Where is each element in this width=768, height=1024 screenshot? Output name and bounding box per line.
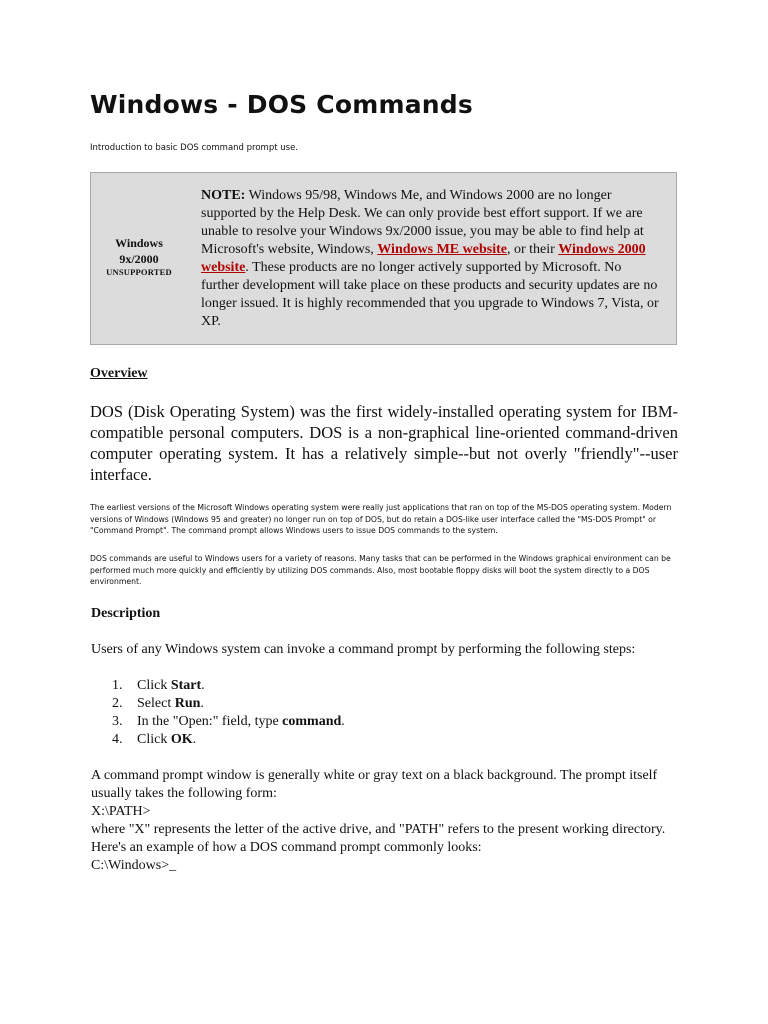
step-number: 4.	[112, 732, 123, 747]
note-side-line1: Windows	[115, 236, 163, 250]
command-prompt-explanation	[91, 767, 681, 875]
note-label: NOTE:	[201, 188, 246, 203]
overview-paragraph-1: The earliest versions of the Microsoft Windows operating system were really just applications that ran on top of the MS-DOS operating system. Modern versions of Windows (Windows 95 and greater) no longer run on top of DOS, but do retain a DOS-like user interface called the "MS-DOS Prompt" or "Command Prompt". The command prompt allows Windows users to issue DOS commands to the system.	[90, 503, 672, 535]
list-item	[112, 731, 345, 749]
note-text-part-c: . These products are no longer actively supported by Microsoft. No further development will take place on these products and security updates are no longer issued. It is highly recommended that you upgrade to Windows 7, Vista, or XP.	[201, 260, 659, 329]
note-side-line2: 9x/2000	[119, 252, 159, 266]
steps-list	[112, 677, 345, 749]
description-intro: Users of any Windows system can invoke a command prompt by performing the following steps:	[91, 642, 636, 657]
step-punct: .	[341, 714, 345, 729]
description-heading: Description	[91, 606, 161, 621]
note-side-label	[91, 235, 187, 277]
step-punct: .	[200, 696, 204, 711]
note-text-part-a: Windows 95/98, Windows Me, and Windows 2000 are no longer supported by the Help Desk. We can only provide best effort support. If we are unable to resolve your Windows 9x/2000 issue, you may be able to find help at Microsoft's website, Windows,	[201, 188, 644, 257]
note-text-part-b: , or their	[506, 242, 559, 257]
overview-lead-paragraph: DOS (Disk Operating System) was the first widely-installed operating system for IBM-compatible personal computers. DOS is a non-graphical line-oriented command-driven computer operating system. It has a relatively simple--but not overly "friendly"--user interface.	[90, 402, 678, 484]
step-keyword: command	[282, 714, 342, 729]
note-text	[201, 187, 661, 331]
step-number: 1.	[112, 678, 123, 693]
step-keyword: OK	[170, 732, 193, 747]
overview-heading: Overview	[90, 366, 148, 381]
prompt-form-example: X:\PATH>	[91, 804, 151, 819]
unsupported-label: UNSUPPORTED	[106, 267, 172, 277]
step-number: 3.	[112, 714, 123, 729]
prompt-line-1: A command prompt window is generally white or gray text on a black background. The prompt itself usually takes the following form:	[91, 768, 658, 801]
list-item	[112, 695, 345, 713]
intro-text: Introduction to basic DOS command prompt use.	[90, 143, 299, 153]
step-text: Click	[137, 732, 171, 747]
step-keyword: Start	[170, 678, 202, 693]
step-punct: .	[201, 678, 205, 693]
page-title: Windows - DOS Commands	[90, 90, 473, 119]
unsupported-note-box	[90, 172, 677, 345]
overview-paragraph-2: DOS commands are useful to Windows users for a variety of reasons. Many tasks that can be performed in the Windows graphical environment can be performed much more quickly and efficiently by utilizing DOS commands. Also, most bootable floppy disks will boot the system directly to a DOS environment.	[90, 554, 671, 586]
list-item	[112, 713, 345, 731]
list-item	[112, 677, 345, 695]
step-keyword: Run	[174, 696, 201, 711]
step-number: 2.	[112, 696, 123, 711]
windows-me-website-link[interactable]: Windows ME website	[377, 242, 507, 257]
step-text: Select	[137, 696, 175, 711]
step-text: In the "Open:" field, type	[137, 714, 283, 729]
step-punct: .	[192, 732, 197, 747]
prompt-example: C:\Windows>_	[91, 858, 177, 873]
step-text: Click	[137, 678, 171, 693]
prompt-line-3: where "X" represents the letter of the active drive, and "PATH" refers to the present working directory. Here's an example of how a DOS command prompt commonly looks:	[91, 822, 666, 855]
windows-2000-website-link[interactable]: Windows 2000 website	[201, 242, 646, 275]
